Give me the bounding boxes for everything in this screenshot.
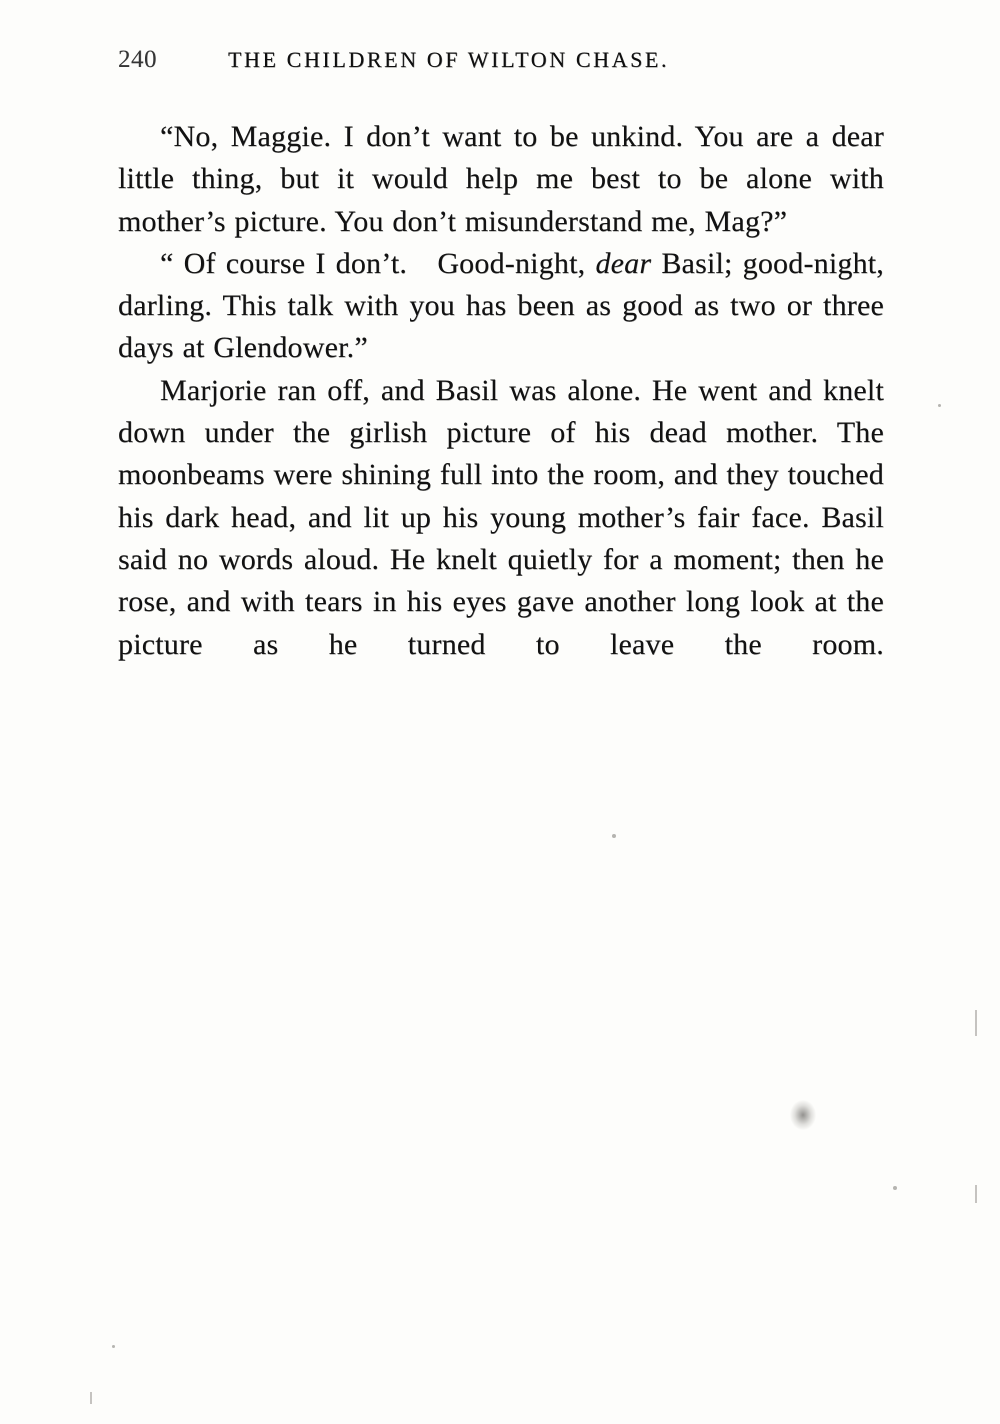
page-edge-mark [975,1010,977,1036]
paragraph-text-after-emphasis: Basil; good-night, darling. This talk with you has been as good as two or three days at Glendower.” [118,246,885,365]
ink-speck [612,834,616,838]
ink-speck [893,1186,897,1190]
running-head-title: THE CHILDREN OF WILTON CHASE. [228,47,670,72]
ink-speck [938,404,941,407]
paragraph-text-before-emphasis: “ Of course I don’t. Good-night, [160,246,596,280]
body-text [118,116,884,708]
paragraph [118,243,884,370]
page-content [118,46,884,708]
emphasized-word: dear [595,246,652,280]
ink-speck [112,1345,115,1348]
running-head [118,46,884,86]
ink-blot [790,1100,816,1130]
paragraph: Marjorie ran off, and Basil was alone. He went and knelt down under the girlish picture of his dead mother. The moonbeams were shining full into the room, and they touched his dark head, and lit up his young mother’s fair face. Basil said no words aloud. He knelt quietly for a moment; then he rose, and with tears in his eyes gave another long look at the picture as he turned to leave the room. [118,373,884,661]
page-edge-mark [90,1392,92,1404]
paragraph: “No, Maggie. I don’t want to be unkind. You are a dear little thing, but it would help me best to be alone with mother’s picture. You don’t misunderstand me, Mag?” [118,120,884,238]
page-edge-mark [975,1185,977,1203]
page-number: 240 [118,46,157,73]
